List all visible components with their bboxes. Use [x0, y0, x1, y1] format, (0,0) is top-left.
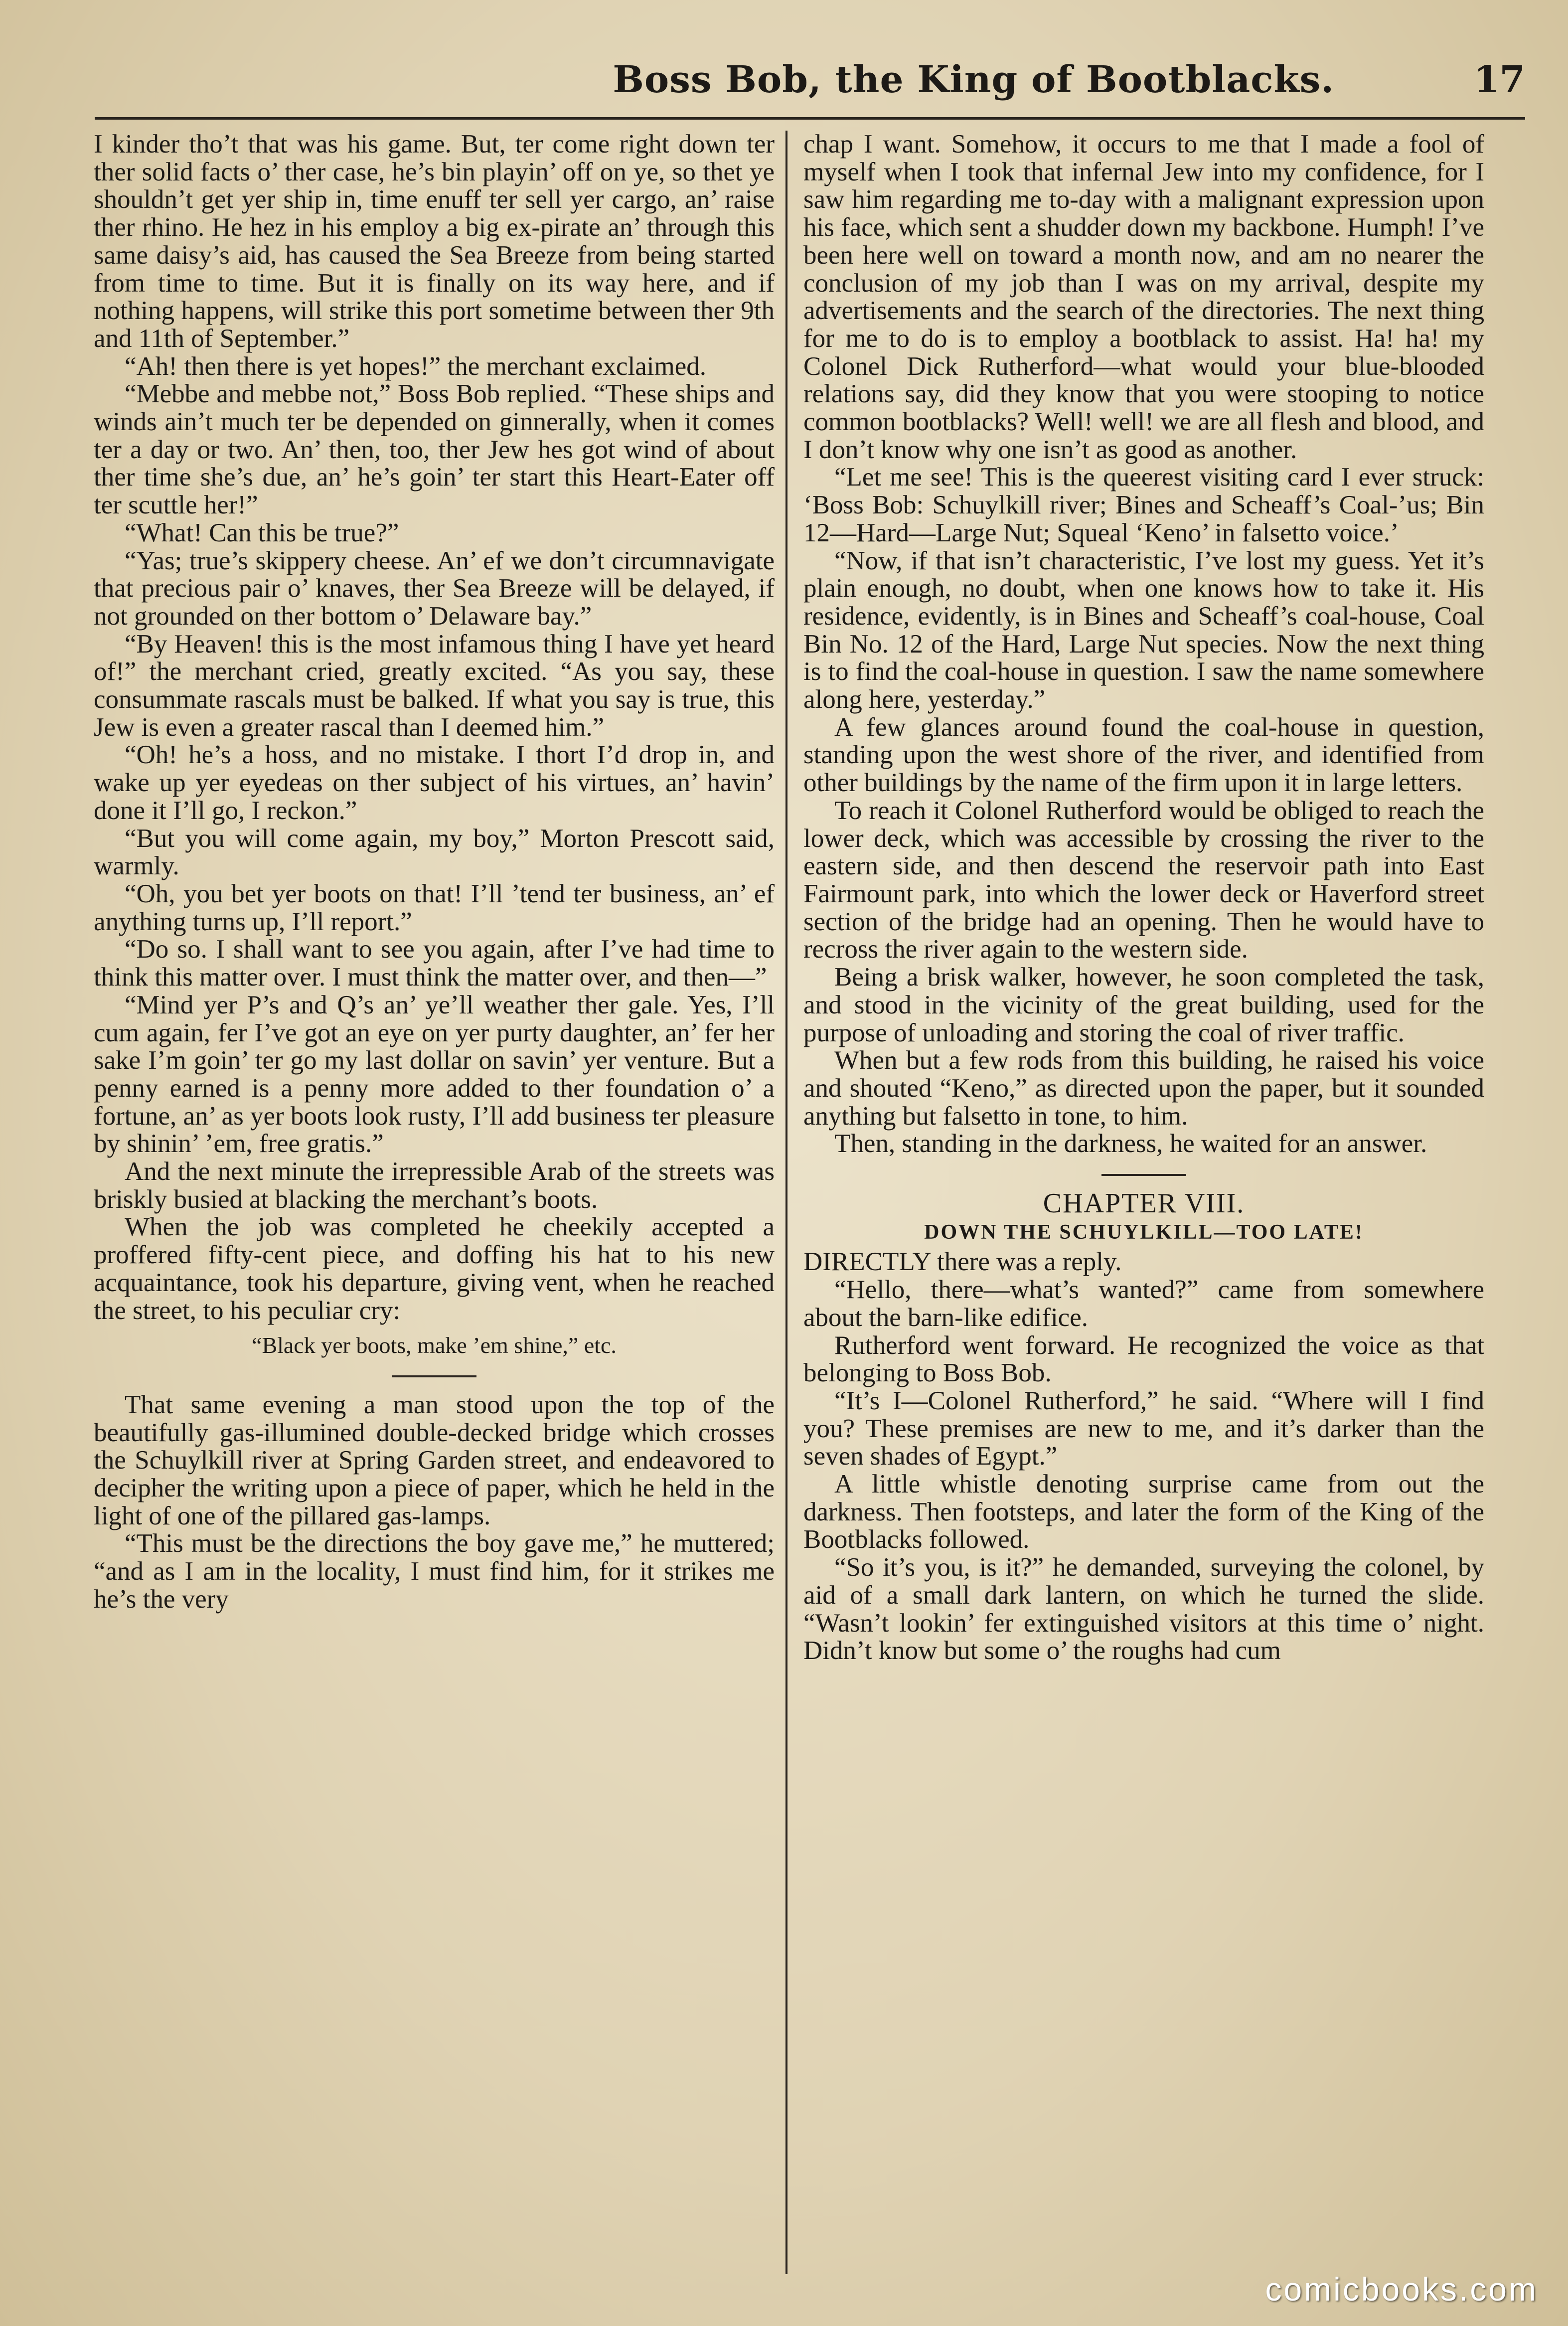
paragraph: “Mind yer P’s and Q’s an’ ye’ll weather ther gale. Yes, I’ll cum again, fer I’ve got an eye on yer purty daughter, an’ fer her sake I’m goin’ ter go my last dollar on savin’ yer venture. But a penny earned is a penny more added to ther foundation o’ a fortune, an’ as yer boots look rusty, I’ll add business ter pleasure by shinin’ ’em, free gratis.”: [94, 990, 775, 1159]
paragraph: “Oh! he’s a hoss, and no mistake. I thort I’d drop in, and wake up yer eyedeas on ther subject of his virtues, an’ havin’ done it I’ll go, I reckon.”: [94, 740, 775, 825]
chapter-break-rule: [1101, 1174, 1186, 1176]
paragraph: “So it’s you, is it?” he demanded, surveying the colonel, by aid of a small dark lantern, on which he turned the slide. “Wasn’t lookin’ fer extinguished visitors at this time o’ night. Didn’t know but some o’ the roughs had cum: [803, 1553, 1484, 1665]
chapter-subtitle: DOWN THE SCHUYLKILL—TOO LATE!: [924, 1220, 1364, 1244]
paragraph: “This must be the directions the boy gave me,” he muttered; “and as I am in the locality, I must find him, for it strikes me he’s the very: [94, 1529, 775, 1614]
paragraph: Then, standing in the darkness, he waited for an answer.: [834, 1129, 1427, 1159]
paragraph: Rutherford went forward. He recognized the voice as that belonging to Boss Bob.: [803, 1330, 1484, 1388]
paragraph: When the job was completed he cheekily accepted a proffered fifty-cent piece, and doffing his hat to his new acquaintance, took his departure, giving vent, when he reached the street, to his peculiar cry:: [94, 1212, 775, 1325]
paragraph: Being a brisk walker, however, he soon completed the task, and stood in the vicinity of the great building, used for the purpose of unloading and storing the coal of river traffic.: [803, 963, 1484, 1047]
left-column: [94, 131, 775, 1614]
paragraph: “Oh, you bet yer boots on that! I’ll ’tend ter business, an’ ef anything turns up, I’ll report.”: [94, 879, 775, 936]
paragraph: “Mebbe and mebbe not,” Boss Bob replied. “These ships and winds ain’t much ter be depended on ginnerally, when it comes ter a day or two. An’ then, too, ther Jew hes got wind of about ther time she’s due, an’ he’s goin’ ter start this Heart-Eater off ter scuttle her!”: [94, 379, 775, 520]
paragraph: “Do so. I shall want to see you again, after I’ve had time to think this matter over. I must think the matter over, and then—”: [94, 935, 775, 992]
paragraph: To reach it Colonel Rutherford would be obliged to reach the lower deck, which was accessible by crossing the river to the eastern side, and then descend the reservoir path into East Fairmount park, into which the lower deck or Haverford street section of the bridge had an opening. Then he would have to recross the river again to the western side.: [803, 796, 1484, 964]
paragraph: DIRECTLY there was a reply.: [803, 1247, 1122, 1277]
paragraph: When but a few rods from this building, he raised his voice and shouted “Keno,” as directed upon the paper, but it sounded anything but falsetto in tone, to him.: [803, 1046, 1484, 1131]
paragraph: “Let me see! This is the queerest visiting card I ever struck: ‘Boss Bob: Schuylkill river; Bines and Scheaff’s Coal-’us; Bin 12—Hard—Large Nut; Squeal ‘Keno’ in falsetto voice.’: [803, 463, 1484, 547]
street-cry: “Black yer boots, make ’em shine,” etc.: [252, 1332, 617, 1358]
paragraph: “But you will come again, my boy,” Morton Prescott said, warmly.: [94, 824, 775, 881]
paragraph: “Yas; true’s skippery cheese. An’ ef we don’t circumnavigate that precious pair o’ knaves, ther Sea Breeze will be delayed, if not grounded on ther bottom o’ Delaware bay.”: [94, 546, 775, 631]
watermark: comicbooks.com: [1265, 2271, 1538, 2308]
running-title: Boss Bob, the King of Bootblacks.: [613, 58, 1335, 101]
paragraph: And the next minute the irrepressible Arab of the streets was briskly busied at blacking the merchant’s boots.: [94, 1157, 775, 1214]
column-divider: [785, 131, 787, 2274]
running-header: [95, 47, 1525, 112]
paragraph: That same evening a man stood upon the top of the beautifully gas-illumined double-decked bridge which crosses the Schuylkill river at Spring Garden street, and endeavored to decipher the writing upon a piece of paper, which he held in the light of one of the pillared gas-lamps.: [94, 1390, 775, 1530]
paragraph: A little whistle denoting surprise came from out the darkness. Then footsteps, and later the form of the King of the Bootblacks followed.: [803, 1470, 1484, 1554]
paragraph: “What! Can this be true?”: [125, 518, 399, 547]
paragraph: I kinder tho’t that was his game. But, ter come right down ter ther solid facts o’ ther case, he’s bin playin’ off on ye, so thet ye shouldn’t get yer ship in, time enuff ter sell yer cargo, an’ raise ther rhino. He hez in his employ a big ex-pirate an’ through this same daisy’s aid, has caused the Sea Breeze from being started from time to time. But it is finally on its way here, and if nothing happens, will strike this port sometime between ther 9th and 11th of September.”: [94, 130, 775, 353]
header-rule: [95, 117, 1525, 120]
chapter-title: CHAPTER VIII.: [1043, 1188, 1245, 1219]
paragraph: “Hello, there—what’s wanted?” came from somewhere about the barn-like edifice.: [803, 1275, 1484, 1332]
section-break-rule: [392, 1375, 476, 1377]
paragraph: “Now, if that isn’t characteristic, I’ve lost my guess. Yet it’s plain enough, no doubt, when one knows how to take it. His residence, evidently, is in Bines and Scheaff’s coal-house, Coal Bin No. 12 of the Hard, Large Nut species. Now the next thing is to find the coal-house in question. I saw the name somewhere along here, yesterday.”: [803, 546, 1484, 714]
paragraph: “By Heaven! this is the most infamous thing I have yet heard of!” the merchant cried, greatly excited. “As you say, these consummate rascals must be balked. If what you say is true, this Jew is even a greater rascal than I deemed him.”: [94, 629, 775, 742]
page-number: 17: [1474, 58, 1525, 101]
paragraph: “Ah! then there is yet hopes!” the merchant exclaimed.: [125, 351, 706, 381]
right-column: [803, 131, 1484, 1665]
paragraph: chap I want. Somehow, it occurs to me that I made a fool of myself when I took that infernal Jew into my confidence, for I saw him regarding me to-day with a malignant expression upon his face, which sent a shudder down my backbone. Humph! I’ve been here well on toward a month now, and am no nearer the conclusion of my job than I was on my arrival, despite my advertisements and the search of the directories. The next thing for me to do is to employ a bootblack to assist. Ha! ha! my Colonel Dick Rutherford—what would your blue-blooded relations say, did they know that you were stooping to notice common bootblacks? Well! well! we are all flesh and blood, and I don’t know why one isn’t as good as another.: [803, 130, 1484, 464]
paragraph: A few glances around found the coal-house in question, standing upon the west shore of the river, and identified from other buildings by the name of the firm upon it in large letters.: [803, 712, 1484, 798]
paragraph: “It’s I—Colonel Rutherford,” he said. “Where will I find you? These premises are new to me, and it’s darker than the seven shades of Egypt.”: [803, 1386, 1484, 1471]
